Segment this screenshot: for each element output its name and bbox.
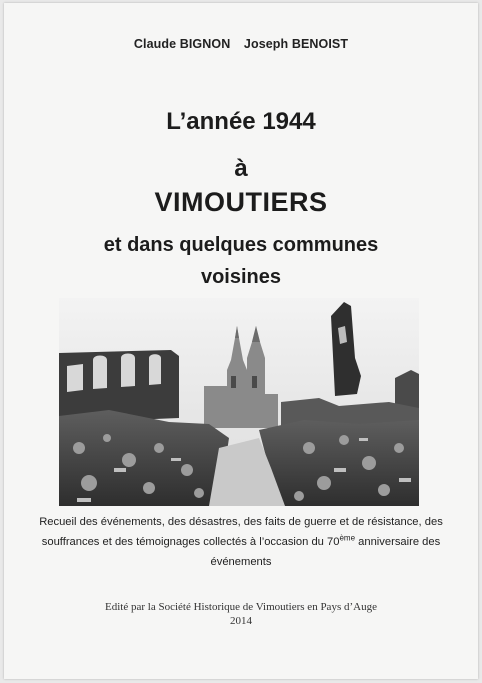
title-line-5: voisines (200, 266, 282, 288)
ruins-photo (59, 298, 419, 506)
title-line-1: L’année 1944 (166, 108, 316, 135)
authors (4, 37, 478, 51)
book-cover (4, 3, 478, 679)
author-2: Joseph BENOIST (243, 37, 349, 51)
title-line-4: et dans quelques communes (103, 234, 379, 256)
title-line-2: à (234, 155, 248, 182)
description-text-end: anniversaire des événements (210, 536, 441, 568)
author-1: Claude BIGNON (133, 37, 231, 51)
description-text: Recueil des événements, des désastres, des faits de guerre et de résistance, des souffrances et des témoignages collectés à l’occasion du 70 (39, 516, 443, 548)
publisher (4, 600, 478, 628)
publisher-line: Edité par la Société Historique de Vimoutiers en Pays d’Auge (105, 601, 377, 613)
description-superscript: ème (339, 533, 356, 543)
title-line-3: VIMOUTIERS (154, 187, 328, 217)
publication-year: 2014 (230, 615, 252, 627)
description (38, 512, 444, 572)
